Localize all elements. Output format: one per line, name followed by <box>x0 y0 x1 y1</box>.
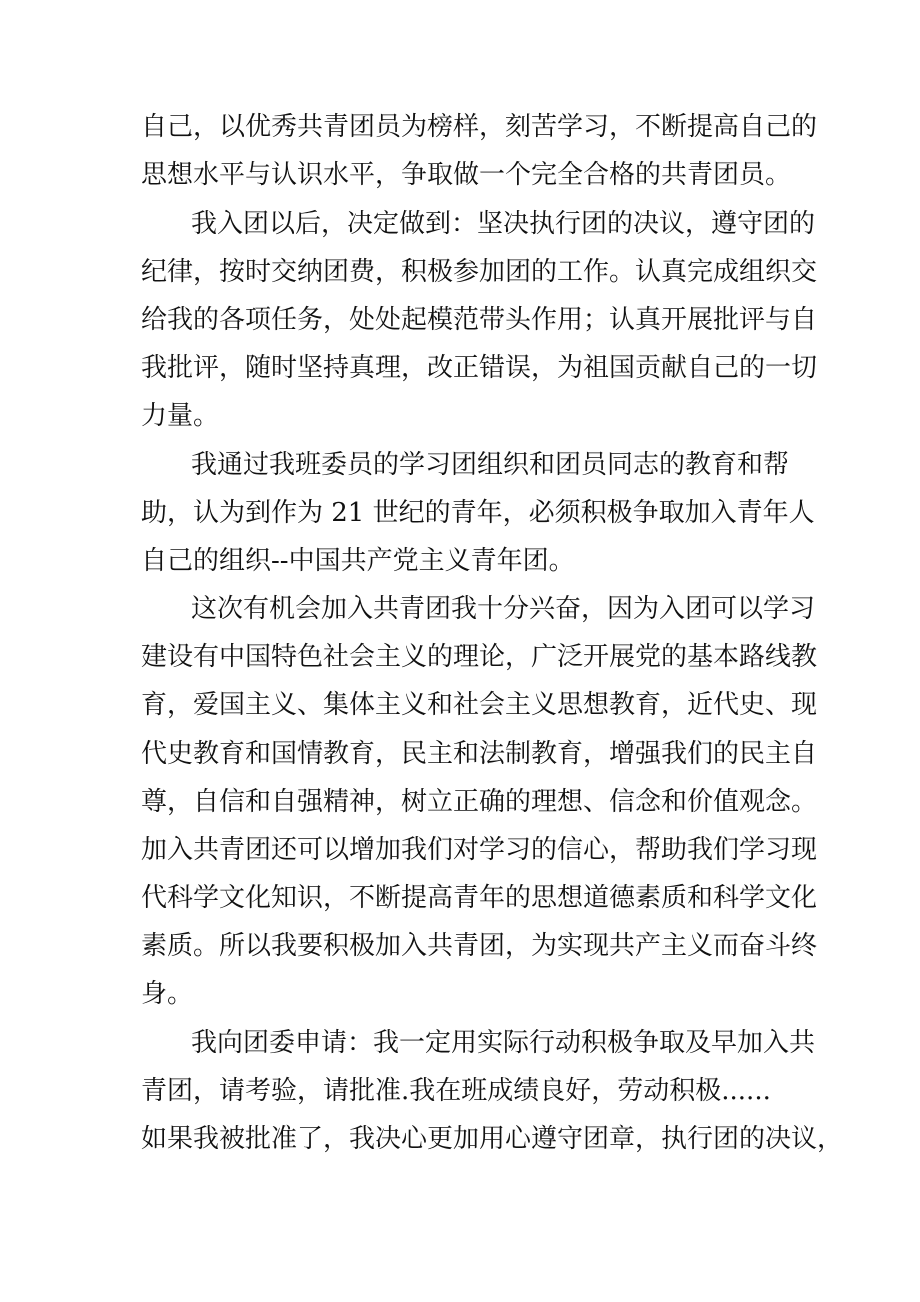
text-line: 尊，自信和自强精神，树立正确的理想、信念和价值观念。 <box>141 787 818 817</box>
paragraph-first-line: 我入团以后，决定做到：坚决执行团的决议，遵守团的 <box>191 209 816 239</box>
text-line: 育，爱国主义、集体主义和社会主义思想教育，近代史、现 <box>141 690 818 720</box>
paragraph-first-line: 这次有机会加入共青团我十分兴奋，因为入团可以学习 <box>191 594 816 624</box>
text-line: 自己，以优秀共青团员为榜样，刻苦学习，不断提高自己的 <box>141 112 818 142</box>
text-line: 力量。 <box>141 401 220 431</box>
text-line: 素质。所以我要积极加入共青团，为实现共产主义而奋斗终 <box>141 931 818 961</box>
text-line: 身。 <box>141 979 194 1009</box>
paragraph-first-line: 我向团委申请：我一定用实际行动积极争取及早加入共 <box>191 1028 816 1058</box>
text-line: 给我的各项任务，处处起模范带头作用；认真开展批评与自 <box>141 305 818 335</box>
text-line: 代科学文化知识，不断提高青年的思想道德素质和科学文化 <box>141 883 818 913</box>
text-line: 我批评，随时坚持真理，改正错误，为祖国贡献自己的一切 <box>141 353 818 383</box>
paragraph-first-line: 我通过我班委员的学习团组织和团员同志的教育和帮 <box>191 450 790 480</box>
text-line: 代史教育和国情教育，民主和法制教育，增强我们的民主自 <box>141 739 818 769</box>
text-line: 自己的组织--中国共产党主义青年团。 <box>141 546 575 576</box>
text-line: 纪律，按时交纳团费，积极参加团的工作。认真完成组织交 <box>141 257 818 287</box>
text-line: 如果我被批准了，我决心更加用心遵守团章，执行团的决议， <box>141 1124 844 1154</box>
text-line: 思想水平与认识水平，争取做一个完全合格的共青团员。 <box>141 160 792 190</box>
text-line: 建设有中国特色社会主义的理论，广泛开展党的基本路线教 <box>141 642 818 672</box>
text-line: 青团，请考验，请批准.我在班成绩良好，劳动积极...... <box>141 1076 771 1106</box>
text-line: 加入共青团还可以增加我们对学习的信心，帮助我们学习现 <box>141 835 818 865</box>
text-line: 助，认为到作为 21 世纪的青年，必须积极争取加入青年人 <box>141 498 815 528</box>
